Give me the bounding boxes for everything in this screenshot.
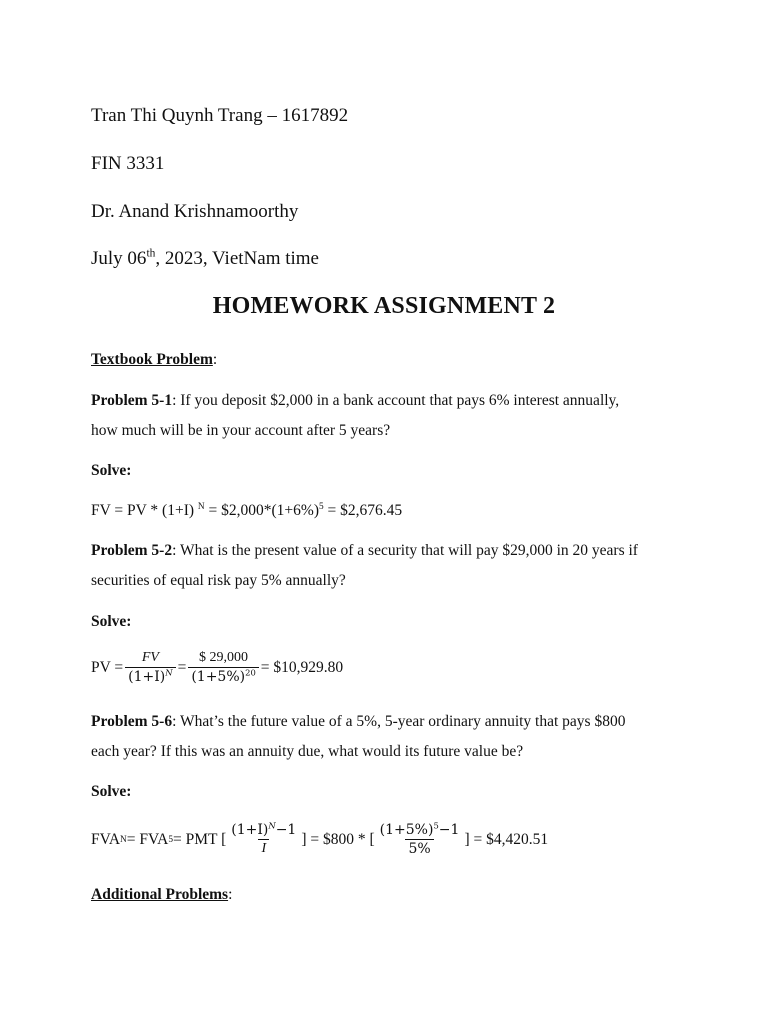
problem-label: Problem 5-6 — [91, 713, 173, 730]
denominator-base: (1+I) — [128, 669, 166, 685]
fraction-fv-over-discount — [125, 650, 175, 685]
numerator-base: (1+5%) — [379, 822, 434, 838]
fraction-numerator: FV — [141, 650, 159, 665]
fraction-denominator — [125, 667, 175, 685]
eq-part: = — [177, 658, 187, 676]
denominator-exponent: 20 — [245, 667, 256, 678]
fraction-value — [188, 650, 258, 685]
eq-result: = $10,929.80 — [260, 658, 344, 676]
eq-part: = FVA — [126, 830, 169, 848]
problem-text: : If you deposit $2,000 in a bank account that pays 6% interest annually, — [172, 392, 620, 409]
eq-part: ] = $800 * [ — [301, 830, 375, 848]
numerator-exponent: 5 — [433, 820, 439, 831]
denominator-exponent: N — [165, 667, 173, 678]
problem-label: Problem 5-1 — [91, 392, 173, 409]
numerator-exponent: N — [268, 820, 276, 831]
numerator-base: (1+I) — [231, 822, 269, 838]
date-ordinal: th — [146, 247, 156, 260]
problem-5-2-line2: securities of equal risk pay 5% annually? — [91, 572, 346, 589]
eq-result: ] = $4,420.51 — [464, 830, 549, 848]
fraction-denominator: 5% — [405, 839, 433, 857]
date-line — [91, 248, 319, 270]
section-heading-text: Textbook Problem — [91, 351, 213, 368]
fraction-numerator — [377, 822, 463, 839]
eq-result: = $2,676.45 — [323, 502, 403, 519]
section-heading-colon: : — [228, 886, 233, 903]
section-heading-colon: : — [212, 351, 218, 368]
fraction-denominator — [188, 667, 258, 685]
date-suffix: , 2023, VietNam time — [155, 248, 319, 269]
fraction-annuity-factor — [228, 822, 299, 857]
course-line: FIN 3331 — [91, 153, 165, 174]
document-title: HOMEWORK ASSIGNMENT 2 — [212, 293, 556, 319]
eq-exponent: 5 — [318, 501, 324, 512]
section-heading-textbook — [91, 351, 217, 369]
problem-text: : What’s the future value of a 5%, 5-year ordinary annuity that pays $800 — [172, 713, 626, 730]
numerator-minus: −1 — [438, 822, 460, 838]
instructor-line: Dr. Anand Krishnamoorthy — [91, 201, 299, 222]
author-line: Tran Thi Quynh Trang – 1617892 — [91, 105, 349, 126]
date-prefix: July 06 — [91, 248, 147, 269]
problem-5-2-equation — [91, 650, 343, 685]
problem-5-2-solve: Solve: — [91, 613, 132, 630]
problem-5-6-equation: FVA N = FVA 5 = PMT [ $\frac{(1+I)^N-1}{I}$ ] = $800 * [ $\frac{(1+5\%)^5-1}{5\%}$ ] = $4,420.51 — [91, 820, 549, 857]
fraction-numerator: $ 29,000 — [199, 650, 249, 665]
eq-part: FVA — [91, 830, 121, 848]
problem-5-1-line2: how much will be in your account after 5 years? — [91, 422, 391, 439]
eq-part: = $2,000*(1+6%) — [204, 502, 319, 519]
denominator-base: (1+5%) — [191, 669, 246, 685]
section-heading-additional — [91, 886, 232, 904]
fraction-denominator: I — [258, 839, 269, 857]
problem-5-6-solve: Solve: — [91, 783, 132, 800]
problem-5-6-line1 — [91, 713, 625, 731]
eq-exponent: N — [197, 501, 205, 512]
problem-5-6-line2: each year? If this was an annuity due, what would its future value be? — [91, 743, 524, 760]
fraction-numerator — [228, 822, 299, 839]
problem-5-2-line1 — [91, 542, 638, 560]
problem-label: Problem 5-2 — [91, 542, 173, 559]
section-heading-text: Additional Problems — [91, 886, 229, 903]
problem-text: : What is the present value of a security that will pay $29,000 in 20 years if — [172, 542, 638, 559]
numerator-minus: −1 — [275, 822, 297, 838]
problem-5-1-solve: Solve: — [91, 462, 132, 479]
eq-part: FV = PV * (1+I) — [91, 502, 198, 519]
fraction-annuity-factor-values — [377, 822, 463, 857]
problem-5-1-line1 — [91, 392, 619, 410]
problem-5-1-equation — [91, 502, 402, 520]
eq-part: PV = — [91, 658, 124, 676]
eq-part: = PMT [ — [173, 830, 227, 848]
